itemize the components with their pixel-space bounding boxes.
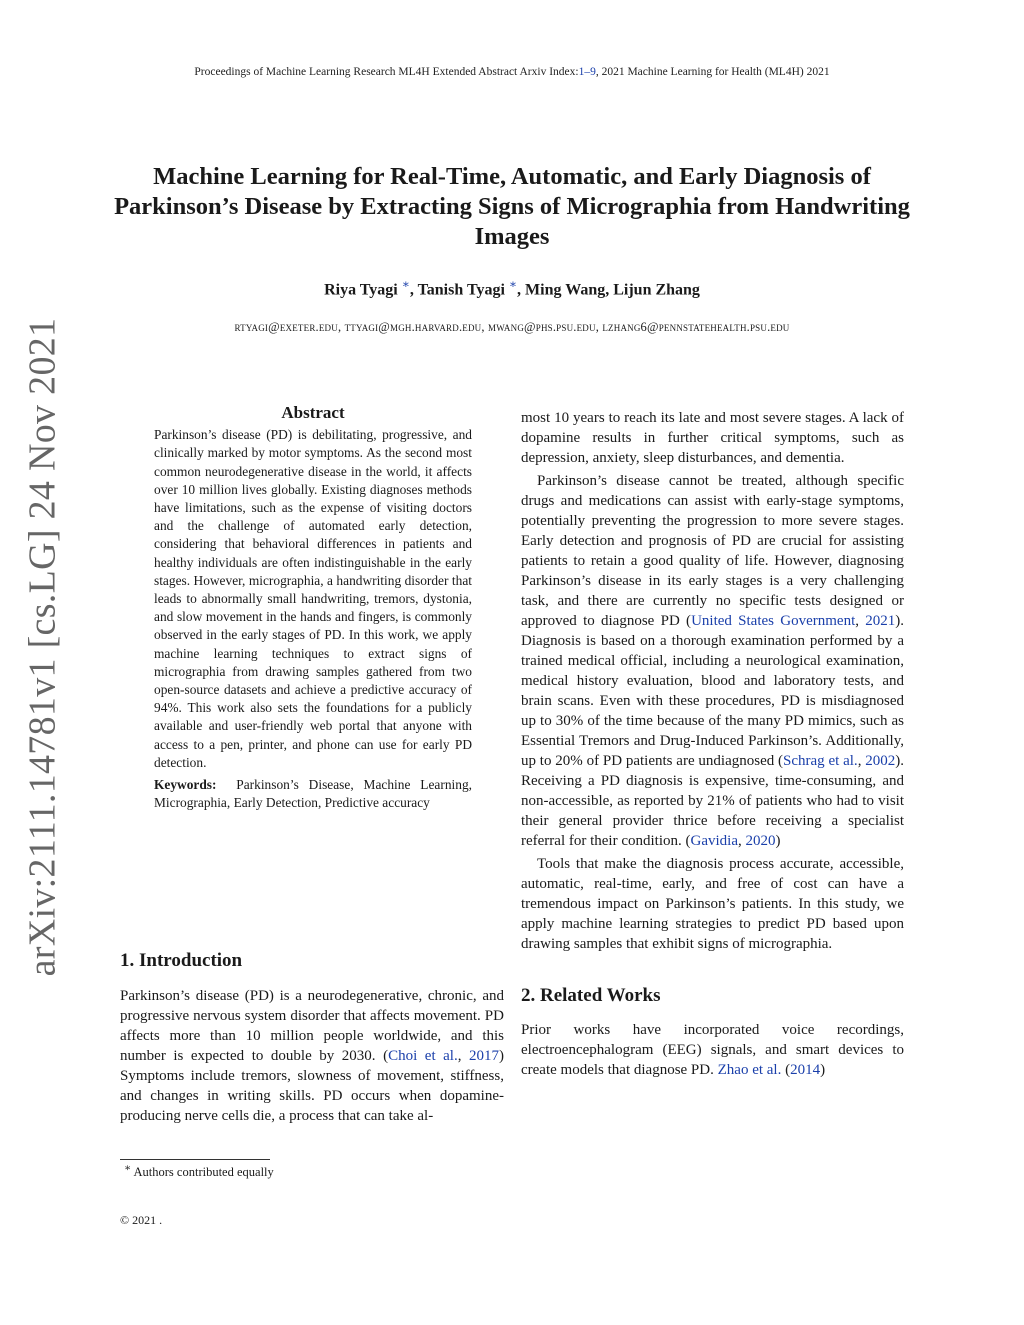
keywords-list: Parkinson’s Disease, Machine Learning, Micrographia, Early Detection, Predictive accuracy bbox=[154, 777, 472, 811]
arxiv-stamp-text: arXiv:2111.14781v1 [cs.LG] 24 Nov 2021 bbox=[21, 317, 63, 977]
cite-usg-link[interactable]: United States Government bbox=[691, 613, 856, 629]
cite-zhao-year-link[interactable]: 2014 bbox=[790, 1062, 821, 1078]
p4-text-b: ) bbox=[820, 1062, 826, 1078]
related-works-heading: 2. Related Works bbox=[521, 985, 661, 1006]
copyright-line bbox=[120, 1213, 162, 1228]
right-paragraph-2 bbox=[521, 471, 904, 851]
p4-text-a: Prior works have incorporated voice recordings, electroencephalogram (EEG) signals, and smart devices to create models that diagnose PD. bbox=[521, 1022, 904, 1078]
copyright-text: 2021 . bbox=[132, 1213, 163, 1227]
running-header bbox=[0, 66, 1024, 78]
p2-text-d: ) bbox=[775, 833, 781, 849]
right-paragraph-3: Tools that make the diagnosis process accurate, accessible, automatic, real-time, early, and free of cost can have a tremendous impact on Parkinson’s patients. In this study, we apply machine learning strategies to predict PD based upon drawing samples that exhibit signs of micrographia. bbox=[521, 856, 904, 952]
keywords-line bbox=[154, 776, 472, 812]
p2-text-a: Parkinson’s disease cannot be treated, although specific drugs and medications can assist with early-stage symptoms, potentially preventing the progression to more severe stages. Early detection and prognosis of PD are crucial for assisting patients to retain a good quality of life. However, diagnosing Parkinson’s disease in its early stages is a very challenging task, and there are currently no specific tests designed or approved to diagnose PD ( bbox=[521, 473, 904, 629]
header-text-post: , 2021 Machine Learning for Health (ML4H) 2021 bbox=[595, 66, 830, 78]
related-works-paragraph bbox=[521, 1020, 904, 1080]
cite-choi-year-link[interactable]: 2017 bbox=[469, 1048, 499, 1064]
intro-paragraph bbox=[120, 986, 504, 1126]
author-list: Riya Tyagi ∗, Tanish Tyagi ∗, Ming Wang, Lijun Zhang bbox=[324, 277, 700, 299]
footnote bbox=[124, 1162, 274, 1180]
keywords-label: Keywords: bbox=[154, 777, 217, 793]
p2-text-b: ). Diagnosis is based on a thorough examination performed by a trained medical official, including a neurological examination, medical history evaluation, blood and laboratory tests, and brain scans. Even with these procedures, PD is misdiagnosed up to 30% of the time because of the many PD mimics, such as Essential Tremors and Drug-Induced Parkinson’s. Additionally, up to 20% of PD patients are undiagnosed ( bbox=[521, 613, 905, 769]
author-2-footnote-mark[interactable]: ∗ bbox=[508, 277, 518, 291]
author-2: Tanish Tyagi bbox=[417, 281, 505, 299]
cite-schrag-link[interactable]: Schrag et al. bbox=[783, 753, 858, 769]
abstract-section bbox=[154, 404, 472, 812]
intro-text-b: ) Symptoms include tremors, slowness of movement, stiffness, and changes in writing skills. PD occurs when dopamine-producing nerve cells die, a process that can take al- bbox=[120, 1048, 504, 1124]
right-column bbox=[521, 408, 904, 1080]
cite-schrag-year-link[interactable]: 2002 bbox=[865, 753, 896, 769]
header-pages-link[interactable]: 1–9 bbox=[578, 66, 596, 78]
abstract-heading: Abstract bbox=[281, 403, 345, 422]
author-1-footnote-mark[interactable]: ∗ bbox=[401, 277, 410, 291]
author-1: Riya Tyagi bbox=[324, 281, 398, 299]
cite-schrag-sep: , bbox=[857, 753, 866, 769]
cite-gavidia-sep: , bbox=[738, 833, 746, 849]
p4-text-mid: ( bbox=[781, 1062, 791, 1078]
cite-usg-sep: , bbox=[855, 613, 866, 629]
author-emails: rtyagi@exeter.edu, ttyagi@mgh.harvard.edu, mwang@phs.psu.edu, lzhang6@pennstatehealth.psu.edu bbox=[234, 320, 790, 334]
right-paragraph-1: most 10 years to reach its late and most severe stages. A lack of dopamine results in further critical symptoms, such as depression, anxiety, sleep disturbances, and dementia. bbox=[521, 410, 904, 466]
p2-text-c: ). Receiving a PD diagnosis is expensive, time-consuming, and non-accessible, as reported by 21% of patients who had to visit their general provider thrice before receiving a specialist referral for their condition. ( bbox=[521, 753, 904, 849]
arxiv-stamp bbox=[20, 317, 64, 977]
footnote-text: Authors contributed equally bbox=[133, 1165, 274, 1180]
footnote-rule bbox=[120, 1159, 270, 1160]
cite-usg-year-link[interactable]: 2021 bbox=[865, 613, 896, 629]
cite-gavidia-link[interactable]: Gavidia bbox=[690, 833, 738, 849]
cite-choi-link[interactable]: Choi et al. bbox=[388, 1048, 458, 1064]
intro-heading: 1. Introduction bbox=[120, 950, 243, 971]
intro-text-a: Parkinson’s disease (PD) is a neurodegenerative, chronic, and progressive nervous system disorder that affects movement. PD affects more than 10 million people worldwide, and this number is expected to double by 2030. ( bbox=[120, 988, 504, 1064]
header-text-pre: Proceedings of Machine Learning Research ML4H Extended Abstract Arxiv Index: bbox=[194, 66, 579, 78]
abstract-body: Parkinson’s disease (PD) is debilitating, progressive, and clinically marked by motor symptoms. As the second most common neurodegenerative disease in the world, it affects over 10 million lives globally. Existing diagnoses methods have limitations, such as the expense of visiting doctors and the challenge of automated early detection, considering that behavioral differences in patients and healthy individuals are often indistinguishable in the early stages. However, micrographia, a handwriting disorder that leads to abnormally small handwriting, tremors, dystonia, and slow movement in the hands and fingers, is commonly observed in the early stages of PD. In this work, we apply machine learning techniques to extract signs of micrographia from drawing samples gathered from two open-source datasets and achieve a predictive accuracy of 94%. This work also sets the foundations for a publicly available and user-friendly web portal that anyone with access to a pen, printer, and phone can use for early PD detection. bbox=[154, 427, 472, 770]
cite-gavidia-year-link[interactable]: 2020 bbox=[745, 833, 776, 849]
authors-rest: Ming Wang, Lijun Zhang bbox=[525, 281, 700, 299]
cite-zhao-link[interactable]: Zhao et al. bbox=[717, 1062, 782, 1078]
footnote-mark: ∗ bbox=[124, 1163, 132, 1174]
cite-choi-sep: , bbox=[457, 1048, 469, 1064]
paper-title: Machine Learning for Real-Time, Automatic, and Early Diagnosis of Parkinson’s Disease by Extracting Signs of Micrographia from Handwriting Images bbox=[114, 163, 910, 250]
copyright-symbol: © bbox=[120, 1213, 130, 1227]
